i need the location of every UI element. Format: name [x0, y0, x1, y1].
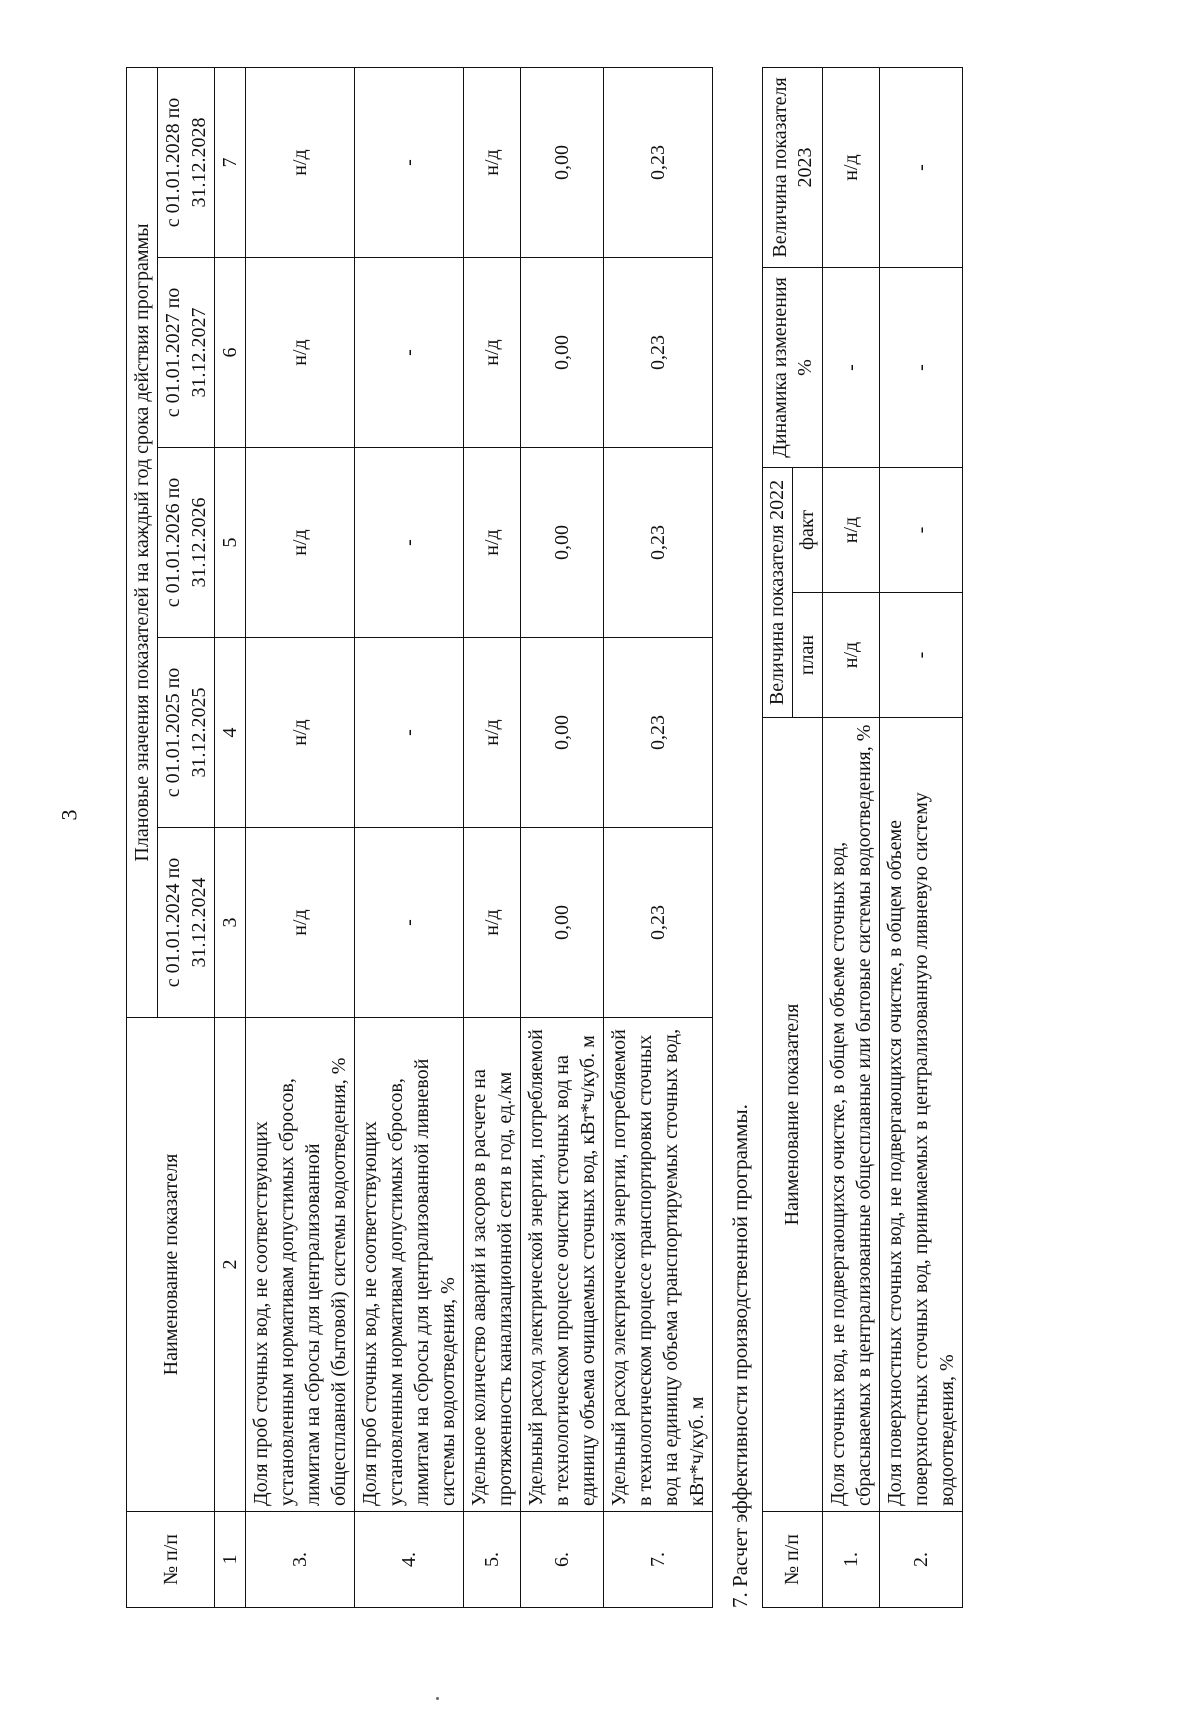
row-value: 0,23 [604, 828, 713, 1018]
row-value: - [355, 448, 464, 638]
scan-speck [436, 1697, 439, 1700]
column-number: 4 [215, 638, 246, 828]
efficiency-table [762, 67, 963, 1608]
row-value: н/д [246, 638, 355, 828]
row-value: н/д [246, 258, 355, 448]
row-value: н/д [464, 67, 521, 257]
row-name: Доля проб сточных вод, не соответствующих установленным нормативам допустимых сбросов, лимитам на сбросы для централизованной общесплавной (бытовой) системы водоотведения, % [246, 1018, 355, 1512]
row-value: н/д [246, 828, 355, 1018]
planned-indicators-table-container [126, 68, 713, 1608]
row-name: Удельное количество аварий и засоров в расчете на протяженность канализационной сети в год, ед./км [464, 1018, 521, 1512]
header-period: с 01.01.2027 по 31.12.2027 [158, 258, 215, 448]
header-planned-group: Плановые значения показателей на каждый год срока действия программы [127, 67, 158, 1017]
row-name: Доля проб сточных вод, не соответствующих установленным нормативам допустимых сбросов, лимитам на сбросы для централизованной ливневой системы водоотведения, % [355, 1018, 464, 1512]
row-value: - [355, 258, 464, 448]
column-number: 7 [215, 67, 246, 257]
row-value: 0,00 [521, 67, 604, 257]
header-period: с 01.01.2028 по 31.12.2028 [158, 67, 215, 257]
row-plan: н/д [823, 593, 880, 718]
row-num: 1. [823, 1512, 880, 1608]
row-value-2023: - [880, 67, 963, 267]
row-dynamics: - [880, 267, 963, 467]
row-num: 5. [464, 1512, 521, 1608]
table-row [823, 67, 880, 1607]
table-row [521, 67, 604, 1607]
column-number: 1 [215, 1512, 246, 1608]
table-row [464, 67, 521, 1607]
column-number: 2 [215, 1018, 246, 1512]
table-row [880, 67, 963, 1607]
row-value: н/д [246, 448, 355, 638]
header-dynamics: Динамика изменения % [763, 267, 823, 467]
row-value: н/д [464, 828, 521, 1018]
row-value: 0,23 [604, 258, 713, 448]
column-number: 3 [215, 828, 246, 1018]
planned-indicators-table [126, 67, 713, 1608]
header-period: с 01.01.2024 по 31.12.2024 [158, 828, 215, 1018]
page-number: 3 [56, 809, 82, 821]
header-fact: факт [793, 467, 823, 592]
table-row [246, 67, 355, 1607]
header-name: Наименование показателя [763, 718, 823, 1512]
row-num: 7. [604, 1512, 713, 1608]
table-row [355, 67, 464, 1607]
header-value-2023: Величина показателя 2023 [763, 67, 823, 267]
row-value: 0,23 [604, 67, 713, 257]
row-value: 0,00 [521, 448, 604, 638]
row-value: н/д [464, 448, 521, 638]
header-plan: план [793, 593, 823, 718]
header-period: с 01.01.2026 по 31.12.2026 [158, 448, 215, 638]
header-num: № п/п [763, 1512, 823, 1608]
row-name: Удельный расход электрической энергии, потребляемой в технологическом процессе очистки сточных вод на единицу объема очищаемых сточных вод, кВт*ч/куб. м [521, 1018, 604, 1512]
row-dynamics: - [823, 267, 880, 467]
column-number: 6 [215, 258, 246, 448]
row-value: н/д [246, 67, 355, 257]
row-num: 3. [246, 1512, 355, 1608]
row-fact: н/д [823, 467, 880, 592]
column-number: 5 [215, 448, 246, 638]
header-num: № п/п [127, 1512, 215, 1608]
header-period: с 01.01.2025 по 31.12.2025 [158, 638, 215, 828]
row-value: - [355, 638, 464, 828]
row-value: 0,23 [604, 448, 713, 638]
row-plan: - [880, 593, 963, 718]
row-value: 0,00 [521, 638, 604, 828]
row-value: - [355, 828, 464, 1018]
row-fact: - [880, 467, 963, 592]
header-name: Наименование показателя [127, 1018, 215, 1512]
row-num: 6. [521, 1512, 604, 1608]
row-value: 0,23 [604, 638, 713, 828]
header-value-2022: Величина показателя 2022 [763, 467, 793, 717]
row-value: 0,00 [521, 258, 604, 448]
row-value: - [355, 67, 464, 257]
row-name: Доля сточных вод, не подвергающихся очистке, в общем объеме сточных вод, сбрасываемых в централизованные общесплавные или бытовые системы водоотведения, % [823, 718, 880, 1512]
row-num: 2. [880, 1512, 963, 1608]
table-row [604, 67, 713, 1607]
row-value: н/д [464, 258, 521, 448]
row-num: 4. [355, 1512, 464, 1608]
row-name: Удельный расход электрической энергии, потребляемой в технологическом процессе транспортировки сточных вод на единицу объема транспортируемых сточных вод, кВт*ч/куб. м [604, 1018, 713, 1512]
efficiency-section [728, 68, 963, 1608]
row-name: Доля поверхностных сточных вод, не подвергающихся очистке, в общем объеме поверхностных сточных вод, принимаемых в централизованную ливневую систему водоотведения, % [880, 718, 963, 1512]
section-title: 7. Расчет эффективности производственной программы. [728, 1104, 752, 1608]
row-value-2023: н/д [823, 67, 880, 267]
row-value: 0,00 [521, 828, 604, 1018]
row-value: н/д [464, 638, 521, 828]
